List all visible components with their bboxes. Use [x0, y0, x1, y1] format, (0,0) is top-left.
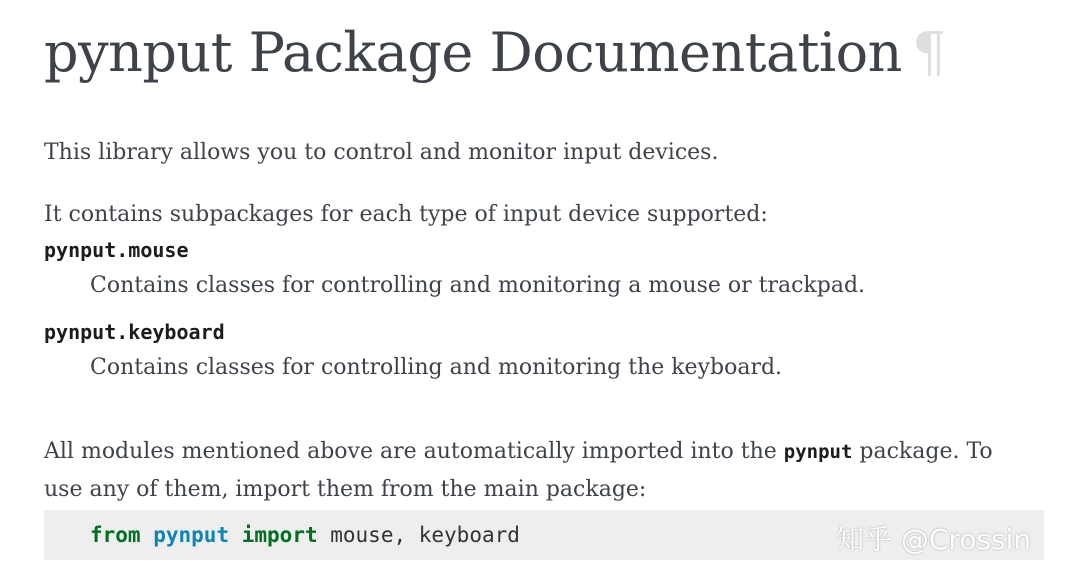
- page-title: pynput Package Documentation: [44, 21, 902, 84]
- modules-note-text-after: package. To use any of them, import them from the main package:: [44, 439, 993, 502]
- documentation-page: [44, 0, 1044, 586]
- code-module-name: pynput: [153, 523, 230, 547]
- definition-description-keyboard: Contains classes for controlling and monitoring the keyboard.: [90, 355, 783, 380]
- definition-term-keyboard: pynput.keyboard: [44, 320, 225, 344]
- intro-paragraph: This library allows you to control and monitor input devices.: [44, 140, 719, 165]
- heading-permalink[interactable]: ¶: [911, 21, 947, 84]
- modules-note-text-before: All modules mentioned above are automatically imported into the: [44, 439, 784, 464]
- subpackages-intro-paragraph: It contains subpackages for each type of input device supported:: [44, 202, 768, 227]
- modules-note-paragraph: [44, 433, 1034, 508]
- code-keyword-from: from: [90, 523, 141, 547]
- code-imported-names: mouse, keyboard: [317, 523, 520, 547]
- page-heading: [44, 18, 946, 98]
- code-line: [90, 519, 520, 551]
- definition-description-mouse: Contains classes for controlling and monitoring a mouse or trackpad.: [90, 273, 866, 298]
- watermark: 知乎 @Crossin: [836, 523, 1032, 556]
- definition-term-mouse: pynput.mouse: [44, 238, 189, 262]
- code-keyword-import: import: [241, 523, 318, 547]
- inline-code-pynput: pynput: [783, 441, 853, 463]
